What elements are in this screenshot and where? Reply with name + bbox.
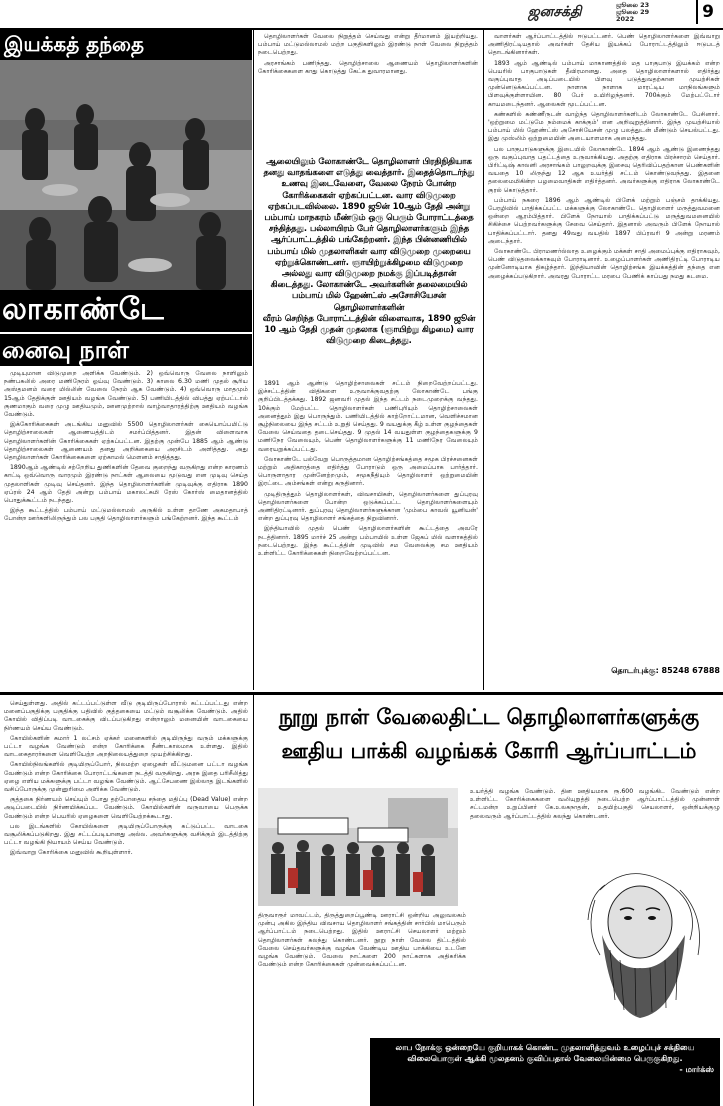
paragraph: கோயில்களின் சுமார் 1 லட்சம் ஏக்கர் மனைகளில் குடியிருந்து வரும் மக்களுக்கு பட்டா வழங்க வேண்டும் என்ற கோரிக்கை நீண்டகாலமாக உள்ளது. இதில் வாடகைதாரர்களை வெளியேற்ற அறநிலையத்துறை முயற்சிக்கிறது. [4, 734, 248, 759]
paragraph: வாளர்கள் ஆர்ப்பாட்டத்தில் ஈடுபட்டனர். பெண் தொழிலாளர்களை இவ்வாறு அணிதிரட்டியதால் அவர்கள் தேசிய இயக்கப் போராட்டத்திலும் ஈடுபடத் தொடங்கினார்கள். [488, 33, 720, 57]
marx-portrait [540, 860, 720, 1020]
article-header-strip [0, 30, 252, 60]
column-divider [483, 30, 484, 690]
paragraph: இவ்வாறு கோரிக்கை மனுவில் கூறியுள்ளார். [10, 849, 133, 857]
paragraph: பம்பாய் நகரை 1896 ஆம் ஆண்டில் பிளேக் மற்றும் பஞ்சம் தாக்கியது. பேரழிவில் பாதிக்கப்பட்ட மக்களுக்கு லோகாண்டே தொழிலாளர் மருத்துவமனை ஒன்றை ஆரம்பித்தார். பிளேக் நோயால் பாதிக்கப்பட்டு மருத்துவமனையில் சிகிச்சை பெற்றவர்களுக்கு சேவை செய்தார். இதனால் அவரும் பிளேக் நோயால் பாதிக்கப்பட்டார். தனது 49வது வயதில் 1897 பிப்ரவரி 9 அன்று மரணம் அடைந்தார். [488, 196, 720, 245]
paragraph: இக்கோரிக்கைகள் அடங்கிய மனுவில் 5500 தொழிலாளர்கள் கையொப்பமிட்டு தொழிற்சாலைகள் ஆணையத்திடம் சமர்ப்பித்தனர். இதன் விளைவாக தொழிலாளர்களின் கோரிக்கைகள் ஏற்கப்பட்டன. இதற்கு முன்பே 1885 ஆம் ஆண்டு தொழிற்சாலைகள் ஆணையம் தனது அறிக்கையை அரசிடம் அளித்தது. அது தொழிலாளர்கள் கோரிக்கைகளை ஏற்காமல் மௌனம் சாதித்தது. [4, 421, 248, 462]
paper-name: ஜனசக்தி [528, 4, 582, 20]
page-number: 9 [696, 0, 718, 24]
pull-quote-text [262, 156, 476, 346]
marx-quote-box [370, 1038, 720, 1106]
paragraph: இந்தியாவில் முதல் பெண் தொழிலாளர்களின் கூட்டத்தை அவரே நடத்தினார். 1895 மார்ச் 25 அன்று பம்பாயில் உள்ள ஜேகப் மில் வளாகத்தில் நடைபெற்றது. இந்த கூட்டத்தின் முடிவில் சம வேலைக்கு சம ஊதியம் உள்ளிட்ட கோரிக்கைகள் நிறைவேற்றப்பட்டன. [258, 525, 478, 558]
paragraph: கண்களில் கண்ணீருடன் வாழ்ந்த தொழிலாளர்களிடம் லோகாண்டே பேசினார். 'ஒற்றுமை மட்டுமே நம்மைக் காக்கும்' என அறிவுறுத்தினார். இந்த முயற்சியால் பம்பாய் மில் ஹேண்ட்ஸ் அசோசியேசன் முழு பலத்துடன் மீண்டும் செயல்பட்டது. இது முஸ்லிம் ஒற்றுமையின் அடையாளமாக அமைந்தது. [488, 110, 720, 143]
issue-dates [616, 2, 649, 23]
pull-quote-body: ஆலையிலும் லோகாண்டே தொழிலாளர் பிரதிநிதியாக தனது வாதங்களை எடுத்து வைத்தார். இதைத்தொடர்ந்து உணவு இடைவேளை, வேலை நேரம் போன்ற கோரிக்கைகள் ஏற்கப்பட்டன. வார விடுமுறை ஏற்கப்படவில்லை. 1890 ஜூன் 10ஆம் தேதி அன்று பம்பாய் மாநகரம் மீண்டும் ஒரு பெரும் போராட்டத்தை சந்தித்தது. பல்லாயிரம் பேர் தொழிலாளர்களும் இந்த ஆர்ப்பாட்டத்தில் பங்கேற்றனர். இந்த பின்னணியில் பம்பாய் மில் முதலாளிகள் வார விடுமுறை முறையை ஏற்றுக்கொண்டனர். ஞாயிற்றுக்கிழமை விடுமுறை அல்லது வார விடுமுறை நமக்கு இப்படித்தான் கிடைத்தது. லோகாண்டே அவர்களின் தலைமையில் பம்பாய் மில் ஹேண்ட்ஸ் அசோசியேசன் தொழிலாளர்களின் [263, 156, 475, 312]
section-divider [0, 692, 723, 695]
protest-headline-line-1: நூறு நாள் வேலைதிட்ட தொழிலாளர்களுக்கு [278, 705, 700, 729]
paragraph: 1890ஆம் ஆண்டில் சற்றேறிய துணிகளின் தேவை குறைந்து வருகிறது என்ற காரணம் காட்டி ஒவ்வொரு வாரமும் இரண்டு நாட்கள் ஆலையை மூடுவது என முடிவு செய்த முதலாளிகள் முடிவு செய்தனர். இந்த தொழிலாளர்களின் முடிவுக்கு எதிராக 1890 ஏப்ரல் 24 ஆம் தேதி அன்று பம்பாய் மகாலட்சுமி ரேஸ் கோர்ஸ் மைதானத்தில் பொதுக்கூட்டம் நடந்தது. [4, 464, 248, 505]
paragraph: பல இடங்களில் கோயில்களை குடியிருப்போருக்கு கட்டுப்பட்ட வாடகை வசூலிக்கப்படுகிறது. இது சட்டப்படியானது அல்ல. அவர்களுக்கு வசிக்கும் இடத்திற்கு பட்டா வழங்கி நியாயம் செய்ய வேண்டும். [4, 822, 248, 847]
headline-banner-text-2: னைவு நாள் [2, 336, 129, 364]
article-column-1 [4, 370, 248, 688]
marx-portrait-illustration [540, 860, 720, 1020]
protest-article-text: உயர்த்தி வழங்க வேண்டும். தின ஊதியமாக ரூ.600 வழங்கிட வேண்டும் என்ற உள்ளிட்ட கோரிக்கைகளை வலியுறுத்தி நடைபெற்ற ஆர்ப்பாட்டத்தில் முன்னாள் சட்டமன்ற உறுப்பினர் கே.உலகநாதன், உதயிற்பகுதி செயலாளர், ஒன்றியக்குழு தலைவரும் ஆர்ப்பாட்டத்தில் கலந்து கொண்டனர். [470, 788, 720, 820]
headline-banner-text-1: லாகாண்டே [2, 292, 165, 327]
paragraph: லோகாண்டே பல்வேறு பொருத்தமான தொழிற்சங்கத்தை சமூக பிரச்சனைகள் மற்றும் அதிகாரத்தை எதிர்த்து போராடும் ஒரு அமைப்பாக பார்த்தார். பொருளாதார முன்னேற்றமும், சமூகநீதியும் தொழிலாளர் ஒற்றுமையின் இரட்டை அம்சங்கள் என்று கருதினார். [258, 455, 478, 488]
workers-at-mill-photo [0, 60, 252, 290]
pull-quote-box [258, 148, 480, 376]
photo-illustration [0, 60, 252, 290]
paragraph: லோகாண்டே பிராமணர்ல்லாத உழைக்கும் மக்கள் சாதி அமைப்புக்கு எதிராகவும், பெண் விடுதலைக்காகவும் போராடினார். உழைப்பாளர்கள் அணிதிரட்டி போராடிய முன்னோடியாக திகழ்ந்தார். இந்தியாவின் தொழிற்சங்க இயக்கத்தின் தந்தை என அழைக்கப்படுகிறார். அவரது போராட்ட மரபை பேணிக் காப்பது நமது கடமை. [488, 248, 720, 280]
paragraph: 1891 ஆம் ஆண்டு தொழிற்சாலைகள் சட்டம் நிறைவேற்றப்பட்டது. இச்சட்டத்தின் விதிகளை உருவாக்குவதற்கு லோகாண்டே பங்கு குறிப்பிடத்தக்கது. 1892 ஜனவரி முதல் இந்த சட்டம் நடைமுறைக்கு வந்தது. 10க்கும் மேற்பட்ட தொழிலாளர்கள் பணிபுரியும் தொழிற்சாலைகள் அனைத்தும் இது பொருந்தும். பணியிடத்தில் காற்றோட்டமான, வெளிச்சமான சூழ்நிலையை இந்த சட்டம் உறுதி செய்தது. 9 வயதுக்கு கீழ் உள்ள குழந்தைகள் வேலை செய்வதை தடைசெய்தது. 9 முதல் 14 வயதுள்ள குழந்தைகளுக்கு 9 மணிநேர வேலையும், பெண் தொழிலாளர்களுக்கு 11 மணிநேர வேலையும் வரையறுக்கப்பட்டது. [258, 380, 478, 453]
issue-year: 2022 [616, 15, 635, 23]
paragraph: அரசாங்கம் பணிந்தது. தொழிற்சாலை ஆணையம் தொழிலாளர்களின் கோரிக்கைகளை காது கொடுத்து கேட்க துவாரமானது. [258, 59, 478, 75]
protest-caption: திருவாரூர் மாவட்டம், திருத்துறைப்பூண்டி ஊராட்சி ஒன்றிய அலுவலகம் முன்பு அகில இந்திய விவசாய தொழிலாளர் சங்கத்தின் சார்பில் மாபெரும் ஆர்ப்பாட்டம் நடைபெற்றது. இதில் ஊராட்சி செயலாளர் மற்றும் தொழிலாளர்கள் கலந்து கொண்டனர். நூறு நாள் வேலை திட்டத்தில் வேலை செய்தவர்களுக்கு வழங்க வேண்டிய ஊதிய பாக்கியை உடனே வழங்க வேண்டும். வேலை நாட்களை 200 நாட்களாக அதிகரிக்க வேண்டும் என்ற கோரிக்கைகள் முன்வைக்கப்பட்டன. [258, 912, 466, 969]
article-header-text: இயக்கத் தந்தை [4, 32, 144, 56]
date-line-1: ஜூலை 23 [616, 1, 650, 9]
masthead [470, 0, 723, 30]
paragraph: செய்துள்ளது. அதில் கட்டப்பட்டுள்ள வீடு குடியிருப்போரால் கட்டப்பட்டது என்ற மனைப்பகுதிக்கு பகுதிக்கு பதிவில் குத்தகையை மட்டும் வசூலிக்க வேண்டும். அதில் கோயில் விதிப்படி வாடகைக்கு விடப்படுகிறது என்றாலும் மனையின் வாடகையை நிர்ணயம் செய்ய வேண்டும். [4, 700, 248, 732]
protest-headline [258, 700, 720, 782]
paragraph: பல பாகுபாடுகளுக்கு இடையில் லோகாண்டே 1894 ஆம் ஆண்டு இணைந்தது ஒரு வகுப்புவாத பதட்டத்தை உருவாக்கியது. அதற்கு எதிராக பிரச்சாரம் செய்தார். பிரிட்டிஷ் காலனி அரசாங்கம் பாலுறவுக்கு இசைவு தெரிவிப்பதற்கான பெண்களின் வயதை 10 லிருந்து 12 ஆக உயர்த்தி சட்டம் கொண்டுவந்தது. இதனை தலைமைமிகின்ற பழமைவாதிகள் எதிர்த்தனர். அவர்களுக்கு எதிராக லோகாண்டே குரல் கொடுத்தார். [488, 145, 720, 194]
paragraph: முடிதிருத்தும் தொழிலாளர்கள், விவசாயிகள், தொழிலாளர்களை துப்புரவு தொழிலாளர்களை போன்ற ஒடுக்கப்பட்ட தொழிலாளர்களையும் அணிதிரட்டினார். துப்புரவு தொழிலாளர்களுக்கான 'மும்பை காவல் யூனியன்' என்ற துப்புரவு தொழிலாளர் சங்கத்தை நிறுவினார். [258, 490, 478, 523]
pull-quote-date: வீரம் செறிந்த போராட்டத்தின் விளைவாக, 1890 ஜூன் 10 ஆம் தேதி முதன் முதலாக (ஞாயிற்று கிழமை) வார விடுமுறை கிடைத்தது. [262, 312, 476, 346]
paragraph: கோயில்நிலங்களில் குடியிருப்போர், நிலமற்ற ஏழைகள் வீட்டுமனை பட்டா வழங்க வேண்டும் என்ற கோரிக்கை போராட்டங்களை நடத்தி வருகிறது. அரசு இதை பரிசீலித்து ஏழை எளிய மக்களுக்கு பட்டா வழங்க வேண்டும். ஆட்சேபணை இல்லாத இடங்களில் வசிப்போருக்கு முன்னுரிமை அளிக்க வேண்டும். [4, 761, 248, 794]
protest-headline-line-2: ஊதிய பாக்கி வழங்கக் கோரி ஆர்ப்பாட்டம் [281, 739, 697, 763]
column-divider [253, 695, 254, 1106]
protest-photo-illustration [258, 788, 458, 906]
marx-quote-attribution: - மார்க்ஸ் [679, 1065, 714, 1074]
paragraph: குத்தகை நிர்ணயம் செய்யும் போது தற்போதைய சந்தை மதிப்பு (Dead Value) என்ற அடிப்படையில் நிர்ணயிக்கப்பட வேண்டும். கோயில்களின் வருவாயை பெருக்க வேண்டும் என்ற பெயரில் ஏழைகளை வெளியேற்றக்கூடாது. [4, 796, 248, 820]
column-divider [253, 30, 254, 690]
paragraph: முடியுமான விடுமுறை அளிக்க வேண்டும். 2) ஒவ்வொரு வேலை நாளிலும் நண்பகலில் அரை மணிநேரம் ஓய்வு வேண்டும். 3) காலை 6.30 மணி முதல் சூரிய அஸ்தமனம் வரை மில்லின் வேலை நேரம் ஆக வேண்டும். 4) ஒவ்வொரு மாதமும் 15ஆம் தேதிக்குள் ஊதியம் வழங்க வேண்டும். 5) பணியிடத்தில் விபத்து ஏற்பட்டால் குணமாகும் வரை முழு ஊதியமும், ஊனமுற்றால் வாழ்வாதாரத்திற்கு ஊதியம் வழங்க வேண்டும். [4, 370, 248, 419]
marx-quote-text: லாப நோக்கு ஒன்றையே குறியாகக் கொண்ட முதலாளித்துவம் உழைப்புச் சக்தியை விலைபொருள் ஆக்கி மூலதனம் குவிப்பதால் வேலையின்மை பெருகுகிறது. [395, 1043, 695, 1063]
lower-left-article [4, 700, 248, 1100]
paragraph: 1893 ஆம் ஆண்டில் பம்பாய் மாகாணத்தில் மத பாகுபாடு இயக்கம் என்ற பெயரில் பாகுபாடுகள் தீவிரமானது. அதை தொழிலாளர்களால் எதிர்த்து வகுப்புவாத அடிப்படையில் பிளவு படுத்துவதற்கான முயற்சிகள் முன்னெடுக்கப்பட்டன. நாளாக நாளாக மாரட்டிய மாநிலங்களும் பிளவுக்குள்ளாயின. 80 பேர் உயிரிழந்தனர். 700க்கும் மேற்பட்டோர் காயமடைந்தனர். ஆலைகள் மூடப்பட்டன. [488, 59, 720, 108]
contact-line: தொடர்புக்கு: 85248 67888 [611, 666, 720, 675]
date-line-2: ஜூலை 29 [616, 8, 650, 16]
article-column-3 [488, 33, 720, 663]
paragraph: இந்த கூட்டத்தில் பம்பாய் மட்டுமல்லாமல் அருகில் உள்ள தாணே அகமதாபாத் போன்ற ஊர்களிலிருந்தும் பல பகுதி தொழிலாளர்களும் பங்கேற்றனர். இந்த கூட்டம் [4, 507, 248, 523]
article-column-2-top [258, 33, 478, 143]
headline-banner-line-1 [0, 290, 252, 332]
paragraph: தொழிலாளர்கள் வேலை நிறுத்தம் செய்வது என்று தீர்மானம் இயற்றியது. பம்பாய் மட்டுமல்லாமல் மற்ற பகுதிகளிலும் இரண்டு நாள் வேலை நிறுத்தம் நடைபெற்றது. [258, 33, 478, 57]
protest-photo [258, 788, 458, 906]
article-column-2-bottom [258, 380, 478, 690]
headline-banner-line-2 [0, 332, 252, 366]
